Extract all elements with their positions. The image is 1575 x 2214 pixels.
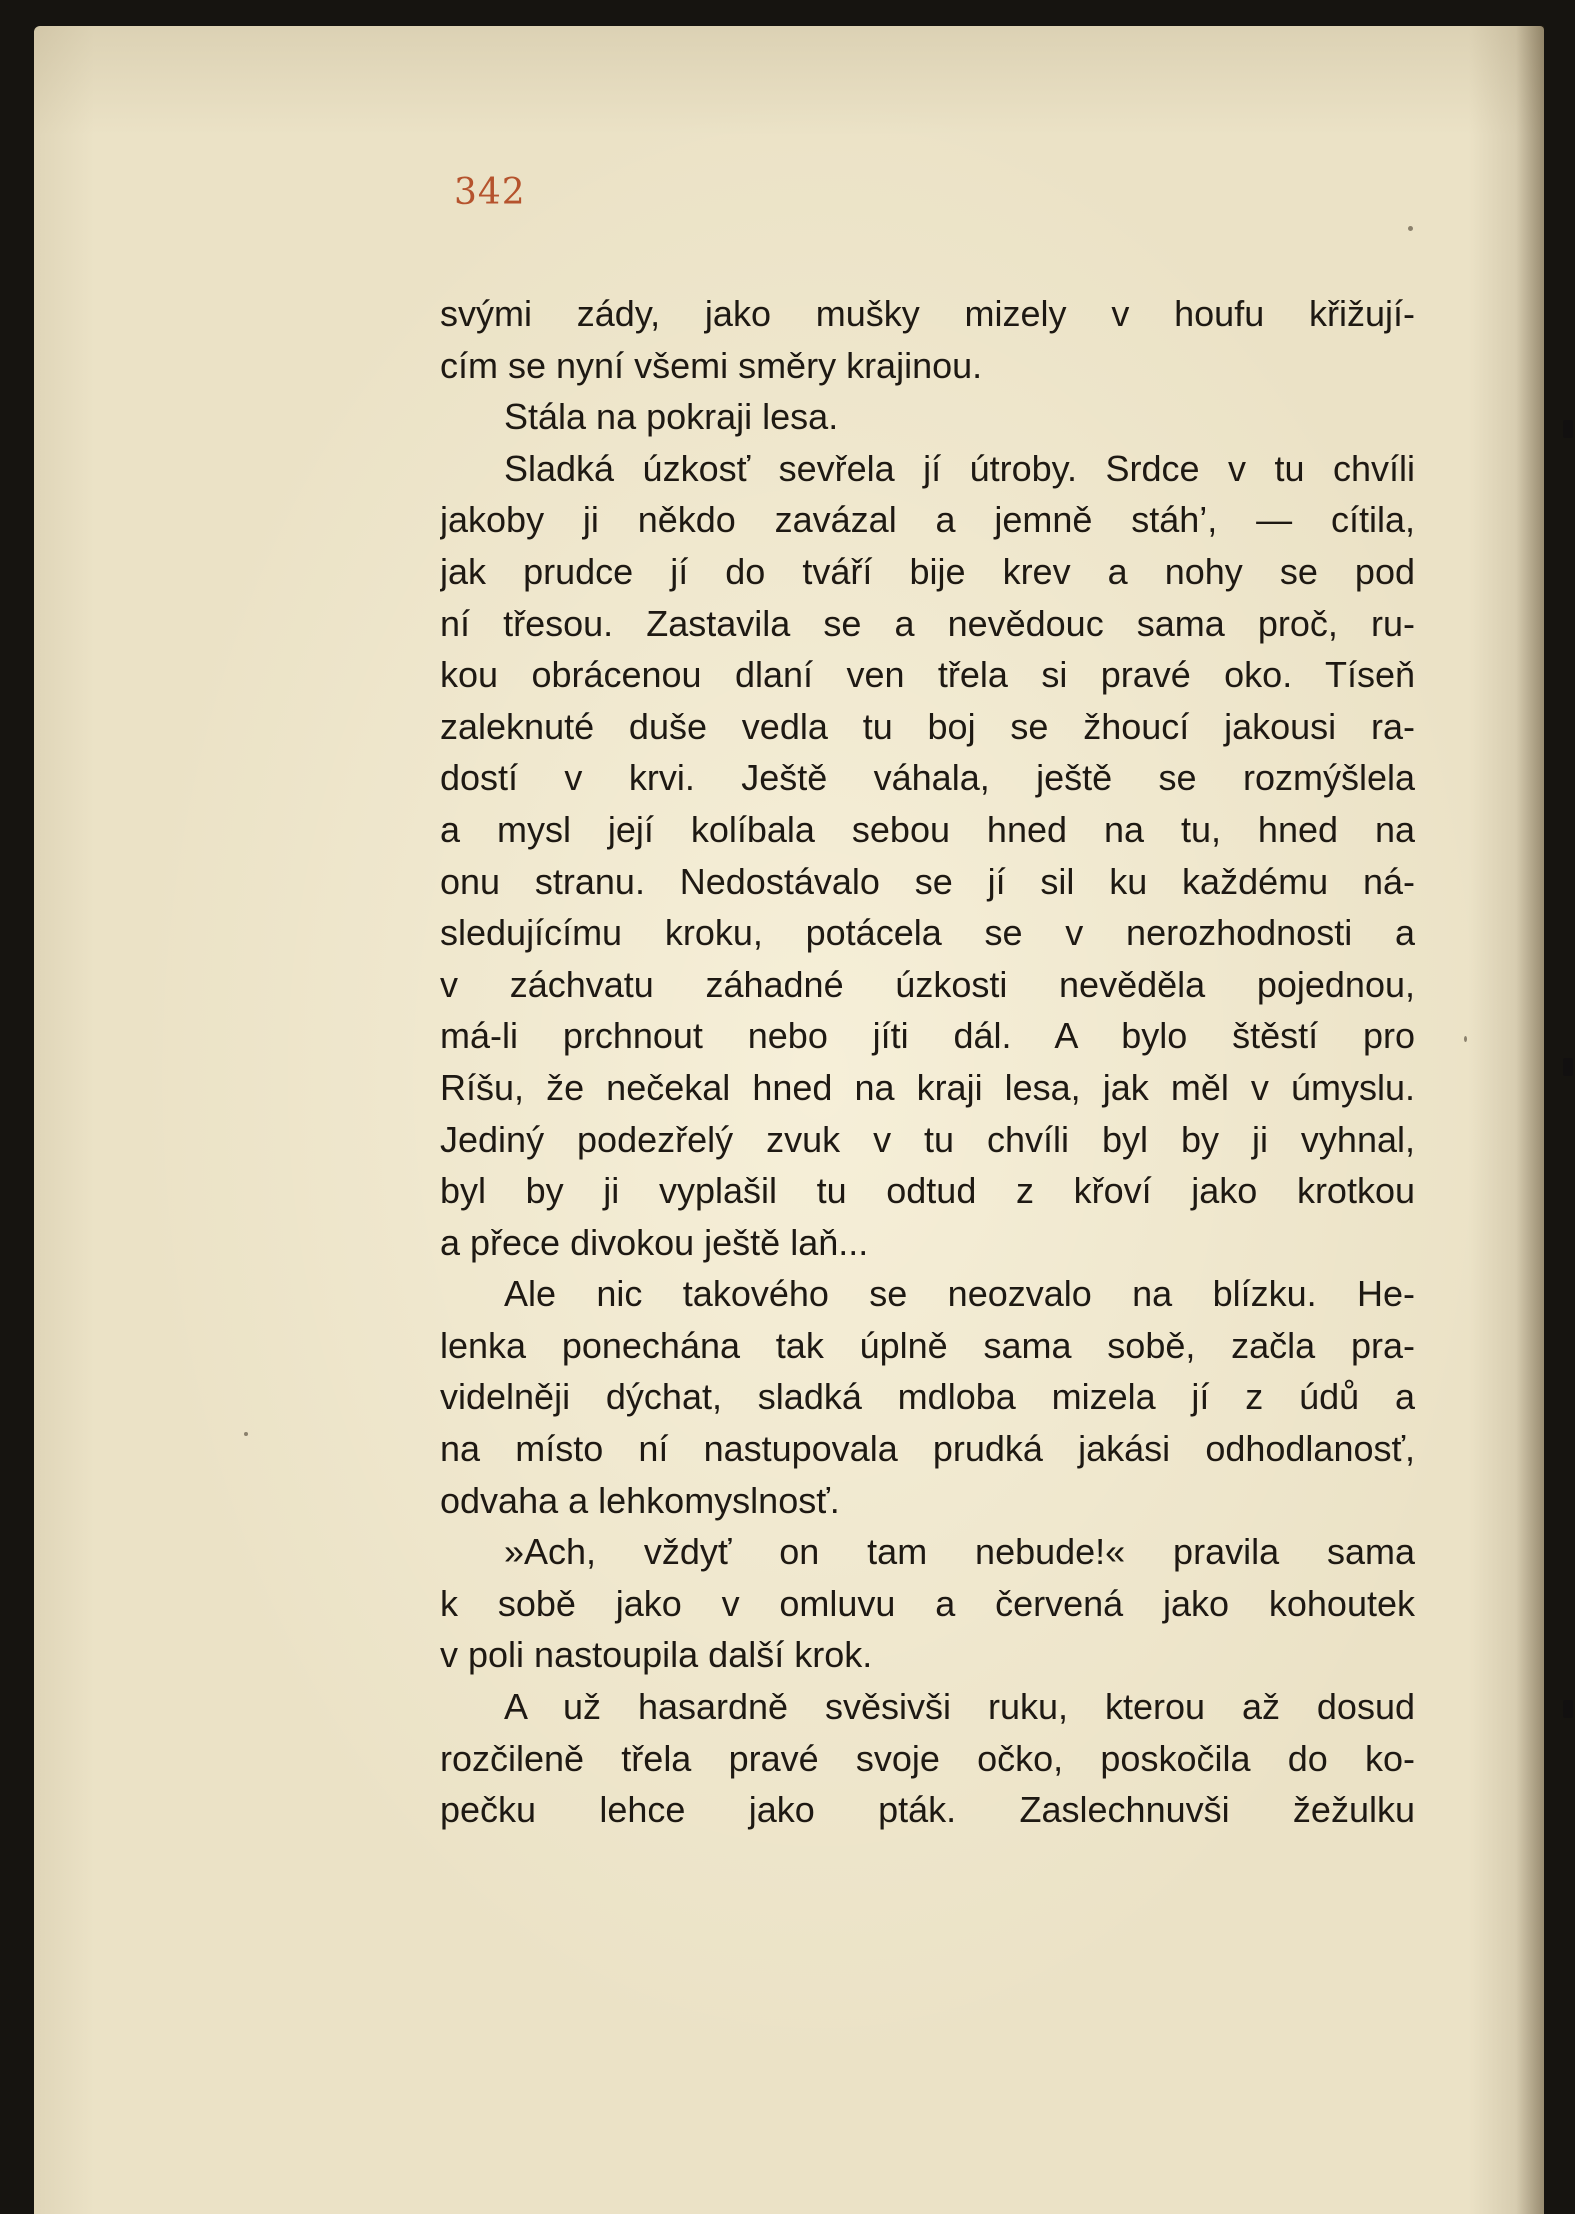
text-line: k sobě jako v omluvu a červená jako kohoutek xyxy=(440,1582,1415,1624)
text-line: svými zády, jako mušky mizely v houfu křižují- xyxy=(440,293,1415,334)
edge-mark xyxy=(1563,1700,1573,1718)
text-line: kou obrácenou dlaní ven třela si pravé oko. Tíseň xyxy=(440,654,1415,696)
text-line: dostí v krvi. Ještě váhala, ještě se rozmýšlela xyxy=(440,757,1415,799)
text-line: sledujícímu kroku, potácela se v nerozhodnosti a xyxy=(440,912,1415,954)
text-line: Sladká úzkosť sevřela jí útroby. Srdce v tu chvíli xyxy=(504,447,1415,489)
text-line: Ale nic takového se neozvalo na blízku. He- xyxy=(504,1273,1415,1315)
text-line: jak prudce jí do tváří bije krev a nohy se pod xyxy=(440,550,1415,592)
text-line: na místo ní nastupovala prudká jakási odhodlanosť, xyxy=(440,1428,1415,1470)
paper-page xyxy=(34,26,1544,2214)
text-line: pečku lehce jako pták. Zaslechnuvši žežulku xyxy=(440,1789,1415,1831)
text-line: Ríšu, že nečekal hned na kraji lesa, jak měl v úmyslu. xyxy=(440,1066,1415,1108)
paper-speck xyxy=(1408,226,1413,231)
edge-mark xyxy=(1563,420,1573,438)
text-line: cím se nyní všemi směry krajinou. xyxy=(440,344,983,386)
text-line: ní třesou. Zastavila se a nevědouc sama proč, ru- xyxy=(440,602,1415,644)
text-line: Jediný podezřelý zvuk v tu chvíli byl by ji vyhnal, xyxy=(440,1118,1415,1160)
text-line: byl by ji vyplašil tu odtud z křoví jako krotkou xyxy=(440,1170,1415,1212)
text-line: lenka ponechána tak úplně sama sobě, začla pra- xyxy=(440,1324,1415,1366)
body-text xyxy=(440,288,1415,1836)
text-line: a mysl její kolíbala sebou hned na tu, hned na xyxy=(440,808,1415,850)
edge-mark xyxy=(1563,1058,1573,1076)
text-line: v poli nastoupila další krok. xyxy=(440,1634,873,1676)
text-line: zaleknuté duše vedla tu boj se žhoucí jakousi ra- xyxy=(440,705,1415,747)
text-line: rozčileně třela pravé svoje očko, poskočila do ko- xyxy=(440,1737,1415,1779)
text-line: má-li prchnout nebo jíti dál. A bylo štěstí pro xyxy=(440,1015,1415,1057)
spine-shadow xyxy=(1516,26,1544,2214)
text-line: v záchvatu záhadné úzkosti nevěděla pojednou, xyxy=(440,963,1415,1005)
text-line: videlněji dýchat, sladká mdloba mizela jí z údů a xyxy=(440,1376,1415,1418)
text-line: odvaha a lehkomyslnosť. xyxy=(440,1479,840,1521)
text-line: »Ach, vždyť on tam nebude!« pravila sama xyxy=(504,1531,1415,1573)
text-line: jakoby ji někdo zavázal a jemně stáh’, — cítila, xyxy=(440,499,1415,541)
text-line: Stála na pokraji lesa. xyxy=(504,396,839,438)
page-number: 342 xyxy=(454,172,526,213)
text-line: A už hasardně svěsivši ruku, kterou až dosud xyxy=(504,1686,1415,1728)
paper-speck xyxy=(1464,1036,1467,1042)
text-line: onu stranu. Nedostávalo se jí sil ku každému ná- xyxy=(440,860,1415,902)
paper-speck xyxy=(244,1432,248,1436)
text-line: a přece divokou ještě laň... xyxy=(440,1221,869,1263)
